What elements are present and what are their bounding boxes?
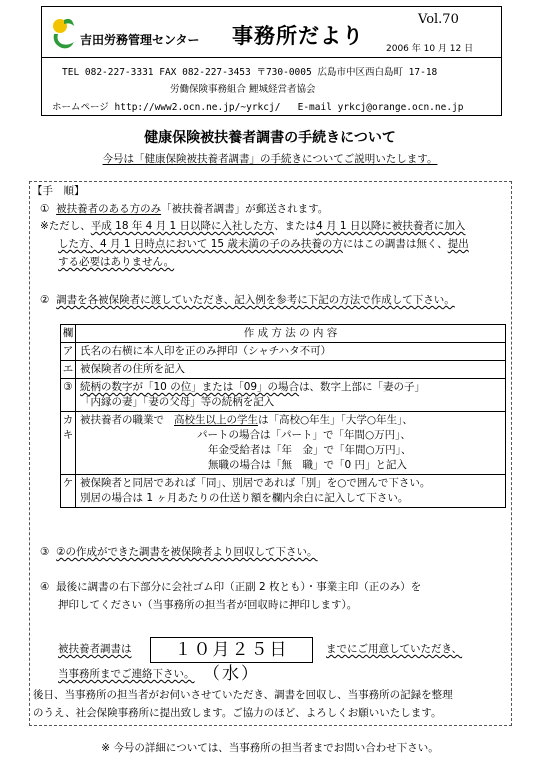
intro-text bbox=[0, 151, 540, 166]
row-key: ア bbox=[61, 343, 76, 361]
row-4-text-c: は「高校○年生」「大学○年生」、 bbox=[258, 414, 413, 426]
instruction-table bbox=[60, 324, 506, 508]
row-text bbox=[76, 379, 506, 412]
publication-title: 事務所だより bbox=[232, 24, 364, 48]
table-header-row bbox=[61, 325, 506, 343]
step-1 bbox=[40, 204, 328, 216]
row-4-text-a: 被扶養者の職業で bbox=[80, 414, 164, 426]
footer-note: ※ 今号の詳細については、当事務所の担当者までお問い合わせ下さい。 bbox=[101, 742, 439, 754]
closing-line-1: 後日、当事務所の担当者がお伺いさせていただき、調書を回収し、当事務所の記録を整理 bbox=[33, 689, 453, 701]
table-row bbox=[61, 412, 506, 475]
step-1-number: ① bbox=[40, 203, 50, 215]
note-h: 提出 bbox=[447, 238, 469, 250]
note-c: 、または bbox=[274, 220, 317, 232]
note-line-1 bbox=[40, 221, 465, 233]
homepage-link[interactable]: http://www2.ocn.ne.jp/~yrkcj/ bbox=[114, 102, 281, 113]
step-3-number: ③ bbox=[40, 546, 50, 558]
note-g: にはこの調書は無く、 bbox=[342, 238, 448, 250]
step-4 bbox=[40, 582, 421, 594]
homepage-label: ホームページ bbox=[52, 102, 109, 113]
row-4-line-2: パートの場合は「パート」で「年間○万円」、 bbox=[197, 429, 411, 441]
step-3 bbox=[40, 547, 318, 559]
step-2-number: ② bbox=[40, 294, 50, 306]
table-row bbox=[61, 475, 506, 508]
note-line-3 bbox=[58, 257, 174, 269]
section-label: 【手 順】 bbox=[32, 185, 85, 197]
row-3-emphasis: 続柄の数字が「10 の位」または「09」の場合 bbox=[80, 381, 300, 393]
row-4-line-4: 無職の場合は「無 職」で「0 円」と記入 bbox=[208, 459, 408, 471]
note-d: 4 月 1 日以降に被扶養者に加入 bbox=[316, 220, 466, 232]
note-a: ただし、 bbox=[48, 220, 91, 232]
step-1-emphasis: 被扶養者のある方のみ bbox=[56, 203, 162, 215]
volume-number: Vol.70 bbox=[418, 12, 459, 27]
row-key bbox=[61, 412, 76, 475]
note-mark: ※ bbox=[40, 220, 49, 232]
step-4-line-2: 押印してください（当事務所の担当者が回収時に押印します）。 bbox=[58, 599, 358, 611]
step-2 bbox=[40, 295, 455, 307]
issue-date: 2006 年 10 月 12 日 bbox=[386, 44, 474, 54]
deadline-date: １０月２５日（水） bbox=[150, 637, 313, 663]
table-header-content: 作 成 方 法 の 内 容 bbox=[76, 325, 506, 343]
row-4-line-3: 年金受給者は「年 金」で「年間○万円」、 bbox=[208, 444, 412, 456]
note-b: 平成 18 年 4 月 1 日以降に入社した方 bbox=[90, 220, 275, 232]
step-2-text: 調書を各被保険者に渡していただき、記入例を参考に下記の方法で作成して下さい。 bbox=[56, 294, 455, 306]
deadline-after: までにご用意していただき、 bbox=[326, 643, 463, 655]
intro-sentence: 今号は「健康保険被扶養者調書」の手続きについてご説明いたします。 bbox=[102, 153, 438, 165]
note-line-2 bbox=[58, 239, 469, 251]
row-4-emphasis: 高校生以上の学生 bbox=[174, 414, 259, 426]
row-key: ③ bbox=[61, 379, 76, 412]
row-key: ケ bbox=[61, 475, 76, 508]
row-text: 氏名の右横に本人印を正のみ押印（シャチハタ不可） bbox=[76, 343, 506, 361]
table-row bbox=[61, 361, 506, 379]
row-text bbox=[76, 475, 506, 508]
note-f: 、4 月 1 日時点において 15 歳未満の子のみ扶養の方 bbox=[89, 238, 343, 250]
step-3-text: ②の作成ができた調書を被保険者より回収して下さい。 bbox=[56, 546, 318, 558]
step-4-number: ④ bbox=[40, 581, 50, 593]
page-title: 健康保険被扶養者調書の手続きについて bbox=[144, 130, 396, 146]
contact-phone-address: TEL 082-227-3331 FAX 082-227-3453 〒730-0005 広島市中区西白島町 17-18 bbox=[62, 67, 438, 78]
email-label: E-mail bbox=[297, 102, 332, 113]
row-key: エ bbox=[61, 361, 76, 379]
organization-name: 吉田労務管理センター bbox=[80, 33, 200, 47]
step-4-line-1: 最後に調書の右下部分に会社ゴム印（正副 2 枚とも）・事業主印（正のみ）を bbox=[56, 581, 422, 593]
company-logo-icon bbox=[50, 14, 76, 52]
deadline-label: 被扶養者調書は bbox=[58, 643, 132, 655]
email-link[interactable]: yrkcj@orange.ocn.ne.jp bbox=[337, 102, 464, 113]
row-3-text: は、数字上部に「妻の子」 bbox=[299, 381, 426, 393]
deadline-contact: 当事務所までご連絡下さい。 bbox=[58, 668, 195, 680]
note-e: した方 bbox=[58, 238, 90, 250]
table-row bbox=[61, 379, 506, 412]
closing-line-2: のうえ、社会保険事務所に提出致します。ご協力のほど、よろしくお願いいたします。 bbox=[33, 707, 442, 719]
contact-web-email bbox=[52, 99, 464, 113]
row-5-line-1: 被保険者と同居であれば「同」、別居であれば「別」を○で囲んで下さい。 bbox=[80, 477, 431, 489]
row-text: 被保険者の住所を記入 bbox=[76, 361, 506, 379]
row-text bbox=[76, 412, 506, 475]
note-i: する必要はありません。 bbox=[58, 256, 175, 268]
contact-association: 労働保険事務組合 鯉城経営者協会 bbox=[170, 84, 316, 95]
table-header-field: 欄 bbox=[61, 325, 76, 343]
row-key-ki: キ bbox=[62, 429, 74, 441]
row-5-line-2: 別居の場合は 1 ヶ月あたりの仕送り額を欄内余白に記入して下さい。 bbox=[80, 492, 409, 504]
table-row bbox=[61, 343, 506, 361]
row-key-ka: カ bbox=[62, 414, 74, 426]
row-3-line-2: 「内縁の妻」「妻の父母」等の続柄を記入 bbox=[80, 396, 275, 408]
step-1-text: 「被扶養者調書」が郵送されます。 bbox=[161, 203, 329, 215]
